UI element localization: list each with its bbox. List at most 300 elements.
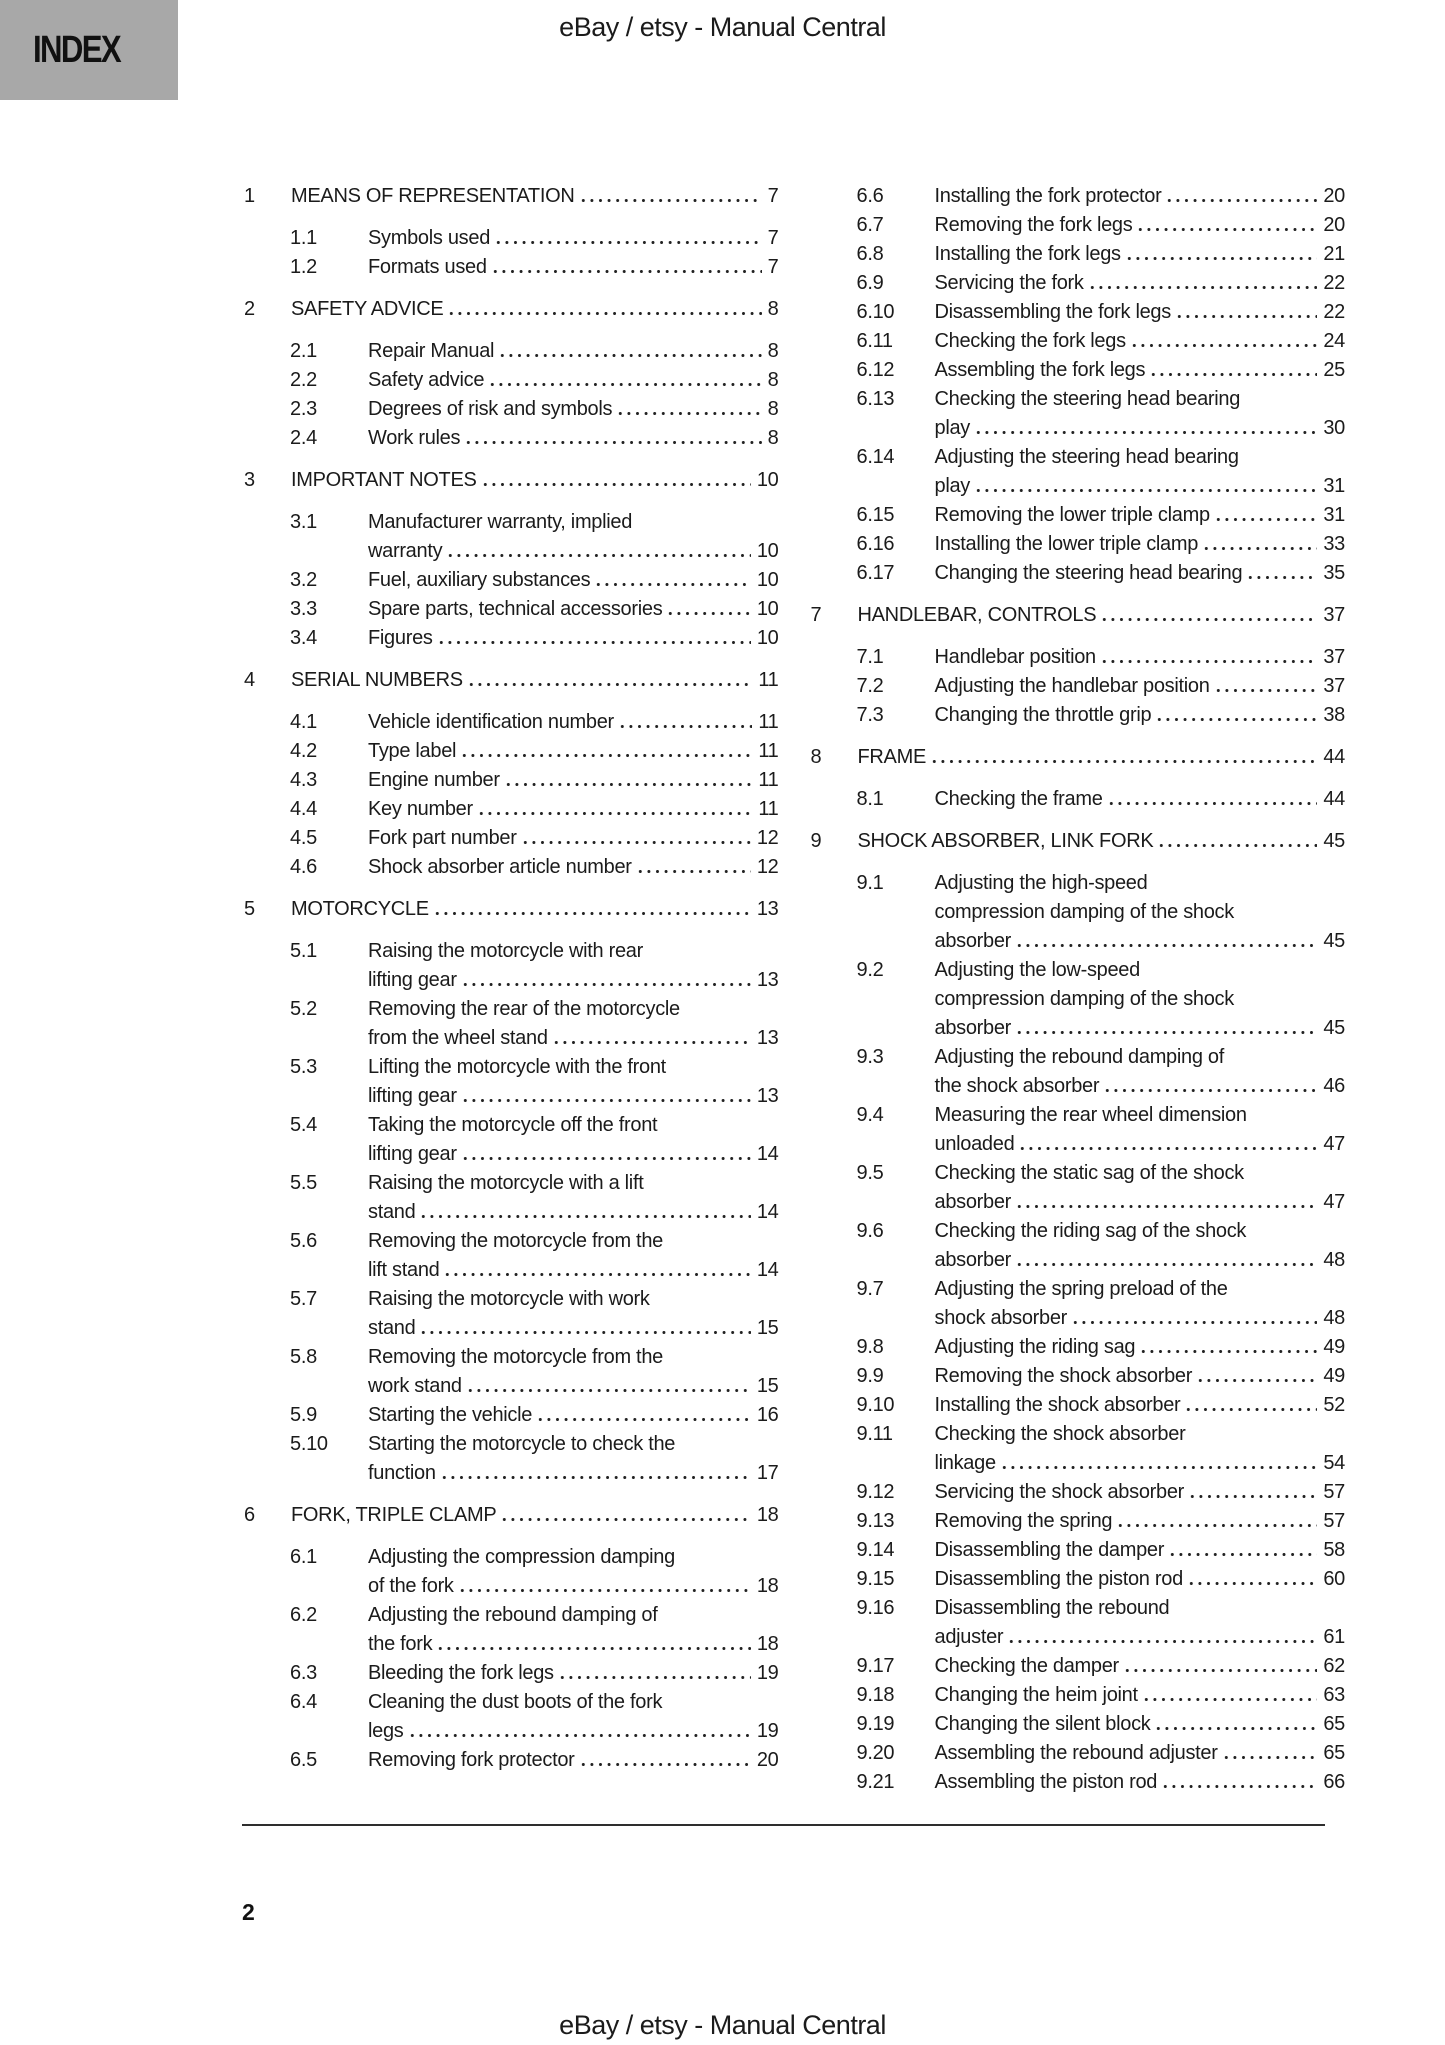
toc-row-number: 6.16 — [856, 533, 895, 555]
toc-row-title: Changing the silent block — [934, 1713, 1151, 1735]
toc-row-number: 8 — [810, 746, 822, 768]
footer-rule — [242, 1824, 1325, 1826]
toc-row — [811, 1536, 1346, 1565]
toc-row-title: adjuster — [934, 1626, 1004, 1648]
toc-row-number: 3.1 — [290, 511, 317, 533]
toc-row — [811, 672, 1346, 701]
toc-row-title: Removing the rear of the motorcycle — [368, 998, 680, 1020]
toc-row-number: 3.4 — [290, 627, 317, 649]
toc-row-page: 20 — [1323, 185, 1345, 207]
toc-row-number: 6.13 — [856, 388, 895, 410]
toc-row — [811, 1333, 1346, 1362]
dotted-leader — [467, 666, 753, 695]
toc-row — [811, 1159, 1346, 1217]
toc-row — [811, 1565, 1346, 1594]
toc-row-page: 35 — [1323, 562, 1345, 584]
toc-row-title: play — [934, 417, 970, 439]
toc-row-number: 9.3 — [856, 1046, 884, 1068]
toc-row-number: 5.1 — [290, 940, 317, 962]
toc-row-title: Removing fork protector — [368, 1749, 575, 1771]
toc-row-page: 18 — [756, 1633, 779, 1655]
toc-row-page: 11 — [758, 798, 779, 820]
dotted-leader — [521, 824, 751, 853]
toc-row-number: 6.12 — [856, 359, 895, 381]
toc-column-right — [811, 168, 1346, 1797]
toc-row-number: 9.20 — [856, 1742, 895, 1764]
toc-row-title: Vehicle identification number — [368, 711, 614, 733]
toc-row — [244, 182, 779, 211]
dotted-leader — [1125, 240, 1318, 269]
toc-row — [244, 766, 779, 795]
toc-row — [244, 624, 779, 653]
toc-row-title: Type label — [368, 740, 457, 762]
toc-row-title: MEANS OF REPRESENTATION — [291, 185, 575, 207]
toc-row — [811, 182, 1346, 211]
dotted-leader — [461, 1082, 751, 1111]
toc-row — [811, 443, 1346, 501]
toc-row-title: Disassembling the damper — [934, 1539, 1165, 1561]
toc-row — [244, 1501, 779, 1530]
toc-row-page: 13 — [756, 969, 779, 991]
toc-row-number: 2 — [244, 298, 255, 320]
toc-row-page: 14 — [756, 1259, 779, 1281]
toc-row-title: Installing the fork legs — [934, 243, 1121, 265]
toc-row — [244, 1659, 779, 1688]
toc-row-number: 9.14 — [856, 1539, 895, 1561]
toc-row-page: 13 — [756, 898, 779, 920]
dotted-leader — [1018, 1130, 1317, 1159]
toc-row-number: 9.8 — [856, 1336, 884, 1358]
toc-row — [244, 666, 779, 695]
toc-row-title: Key number — [368, 798, 473, 820]
toc-row-page: 7 — [767, 185, 779, 207]
toc-row — [811, 1739, 1346, 1768]
toc-row-page: 44 — [1323, 788, 1345, 810]
toc-row-title: play — [934, 475, 970, 497]
toc-row-page: 61 — [1323, 1626, 1345, 1648]
toc-row — [811, 298, 1346, 327]
toc-row-title: Raising the motorcycle with work — [368, 1288, 650, 1310]
toc-row — [244, 1543, 779, 1601]
dotted-leader — [458, 1572, 751, 1601]
toc-row-title: from the wheel stand — [368, 1027, 548, 1049]
dotted-leader — [437, 624, 751, 653]
toc-row — [811, 1478, 1346, 1507]
toc-row-number: 9.1 — [856, 872, 884, 894]
toc-row-page: 38 — [1323, 704, 1345, 726]
dotted-leader — [481, 466, 751, 495]
toc-row-number: 9 — [810, 830, 822, 852]
dotted-leader — [1168, 1536, 1317, 1565]
toc-row-title: Handlebar position — [934, 646, 1096, 668]
toc-row-number: 9.19 — [856, 1713, 895, 1735]
toc-row-title: HANDLEBAR, CONTROLS — [857, 604, 1097, 626]
toc-row-title: Removing the fork legs — [934, 214, 1133, 236]
toc-row-title: Installing the shock absorber — [934, 1394, 1181, 1416]
dotted-leader — [636, 853, 751, 882]
toc-row-page: 14 — [756, 1201, 779, 1223]
toc-row-page: 8 — [767, 340, 779, 362]
toc-row-number: 9.12 — [856, 1481, 895, 1503]
toc-row — [244, 737, 779, 766]
toc-row-page: 45 — [1323, 830, 1345, 852]
dotted-leader — [1175, 298, 1317, 327]
toc-row-title: lifting gear — [368, 1143, 457, 1165]
toc-row-title: compression damping of the shock — [934, 988, 1234, 1010]
toc-row-page: 52 — [1323, 1394, 1345, 1416]
toc-row-title: MOTORCYCLE — [291, 898, 429, 920]
toc-row-title: Shock absorber article number — [368, 856, 632, 878]
dotted-leader — [447, 295, 761, 324]
toc-row-page: 20 — [1323, 214, 1345, 236]
dotted-leader — [1000, 1449, 1318, 1478]
toc-row-title: Disassembling the piston rod — [934, 1568, 1183, 1590]
toc-row-title: Changing the heim joint — [934, 1684, 1138, 1706]
toc-row — [811, 1768, 1346, 1797]
toc-row-page: 11 — [758, 769, 779, 791]
toc-row — [811, 643, 1346, 672]
toc-row-page: 10 — [756, 540, 779, 562]
toc-row-title: Servicing the fork — [934, 272, 1084, 294]
toc-row-page: 13 — [756, 1027, 779, 1049]
toc-row-title: Assembling the rebound adjuster — [934, 1742, 1218, 1764]
toc-row-title: lift stand — [368, 1259, 440, 1281]
header-title: eBay / etsy - Manual Central — [559, 12, 886, 42]
toc-row-page: 20 — [756, 1749, 779, 1771]
toc-row-number: 6.2 — [290, 1604, 317, 1626]
toc-row — [811, 385, 1346, 443]
dotted-leader — [1015, 1014, 1317, 1043]
toc-row-title: absorber — [934, 930, 1012, 952]
toc-row-number: 9.9 — [856, 1365, 884, 1387]
dotted-leader — [443, 1256, 750, 1285]
toc-row-page: 48 — [1323, 1307, 1345, 1329]
toc-row — [244, 824, 779, 853]
toc-row-page: 15 — [756, 1317, 779, 1339]
toc-row-number: 6.5 — [290, 1749, 317, 1771]
toc-row-number: 9.21 — [856, 1771, 895, 1793]
toc-row-number: 5.4 — [290, 1114, 317, 1136]
toc-row-title: Removing the motorcycle from the — [368, 1346, 663, 1368]
toc-row-title: Fuel, auxiliary substances — [368, 569, 591, 591]
toc-row-page: 33 — [1323, 533, 1345, 555]
dotted-leader — [558, 1659, 751, 1688]
toc-row-title: Measuring the rear wheel dimension — [934, 1104, 1247, 1126]
toc-row — [244, 1430, 779, 1488]
toc-row — [811, 1362, 1346, 1391]
toc-row-title: Adjusting the spring preload of the — [934, 1278, 1228, 1300]
toc-row-number: 4.2 — [290, 740, 317, 762]
toc-row-page: 44 — [1323, 746, 1345, 768]
toc-row-page: 24 — [1323, 330, 1345, 352]
toc-row — [244, 337, 779, 366]
dotted-leader — [1100, 643, 1317, 672]
toc-row-number: 8.1 — [856, 788, 884, 810]
toc-row-title: lifting gear — [368, 1085, 457, 1107]
toc-row-page: 8 — [767, 427, 779, 449]
toc-row — [244, 708, 779, 737]
dotted-leader — [536, 1401, 751, 1430]
toc-row — [811, 869, 1346, 956]
toc-row-page: 57 — [1323, 1510, 1345, 1532]
toc-row-title: Adjusting the steering head bearing — [934, 446, 1239, 468]
toc-row — [811, 827, 1346, 856]
toc-row-page: 65 — [1323, 1742, 1345, 1764]
toc-row-number: 3 — [244, 469, 255, 491]
toc-row-number: 9.6 — [856, 1220, 884, 1242]
dotted-leader — [616, 395, 761, 424]
dotted-leader — [618, 708, 752, 737]
toc-row-page: 58 — [1323, 1539, 1345, 1561]
toc-row — [244, 253, 779, 282]
dotted-leader — [1015, 1246, 1317, 1275]
dotted-leader — [1222, 1739, 1318, 1768]
toc-row — [811, 1507, 1346, 1536]
toc-row-number: 9.5 — [856, 1162, 884, 1184]
toc-row — [244, 1227, 779, 1285]
toc-row-page: 22 — [1323, 301, 1345, 323]
toc-row-page: 57 — [1323, 1481, 1345, 1503]
toc-row-number: 6.4 — [290, 1691, 317, 1713]
toc-row-title: Raising the motorcycle with a lift — [368, 1172, 644, 1194]
toc-row — [244, 1053, 779, 1111]
toc-row-title: Manufacturer warranty, implied — [368, 511, 633, 533]
toc-row — [811, 1043, 1346, 1101]
toc-row-title: SERIAL NUMBERS — [291, 669, 463, 691]
toc-row-number: 6 — [244, 1504, 255, 1526]
dotted-leader — [1136, 211, 1317, 240]
toc-row-page: 18 — [756, 1504, 779, 1526]
dotted-leader — [1187, 1565, 1317, 1594]
toc-row-title: Adjusting the low-speed — [934, 959, 1140, 981]
toc-row-number: 7.2 — [856, 675, 884, 697]
toc-row-page: 16 — [756, 1404, 779, 1426]
toc-row-number: 9.13 — [856, 1510, 895, 1532]
toc-row-number: 9.4 — [856, 1104, 884, 1126]
toc-row-title: absorber — [934, 1191, 1012, 1213]
toc-row — [811, 743, 1346, 772]
toc-row-number: 6.11 — [856, 330, 893, 352]
toc-row-title: Installing the lower triple clamp — [934, 533, 1199, 555]
toc-row — [811, 559, 1346, 588]
toc-row-page: 12 — [756, 827, 779, 849]
toc-row — [244, 366, 779, 395]
toc-row-title: Removing the spring — [934, 1510, 1113, 1532]
toc-row-page: 48 — [1323, 1249, 1345, 1271]
toc-row-title: Removing the lower triple clamp — [934, 504, 1210, 526]
dotted-leader — [1007, 1623, 1317, 1652]
toc-row-title: work stand — [368, 1375, 462, 1397]
toc-row — [244, 595, 779, 624]
toc-row-number: 9.16 — [856, 1597, 895, 1619]
toc-row-title: Assembling the piston rod — [934, 1771, 1158, 1793]
toc-row-page: 54 — [1323, 1452, 1345, 1474]
toc-row-title: linkage — [934, 1452, 996, 1474]
toc-row-number: 5.9 — [290, 1404, 317, 1426]
dotted-leader — [1214, 672, 1318, 701]
toc-row-page: 19 — [756, 1720, 779, 1742]
toc-row-number: 6.6 — [856, 185, 884, 207]
dotted-leader — [1015, 927, 1317, 956]
toc-row-title: Adjusting the rebound damping of — [934, 1046, 1225, 1068]
dotted-leader — [974, 414, 1317, 443]
toc-row-number: 1.1 — [290, 227, 317, 249]
toc-row-page: 8 — [767, 398, 779, 420]
toc-row — [811, 1420, 1346, 1478]
toc-row — [244, 895, 779, 924]
toc-row-title: Repair Manual — [368, 340, 495, 362]
toc-row-title: Starting the motorcycle to check the — [368, 1433, 676, 1455]
toc-row-title: Fork part number — [368, 827, 517, 849]
toc-row-page: 37 — [1323, 646, 1345, 668]
footer-title: eBay / etsy - Manual Central — [559, 2010, 886, 2040]
toc-row — [244, 1343, 779, 1401]
dotted-leader — [1165, 182, 1317, 211]
toc-row-number: 5.5 — [290, 1172, 317, 1194]
toc-row — [244, 1285, 779, 1343]
toc-row-number: 6.14 — [856, 446, 895, 468]
dotted-leader — [461, 966, 751, 995]
toc-row — [811, 785, 1346, 814]
toc-row-number: 5 — [244, 898, 255, 920]
toc-row-title: Adjusting the handlebar position — [934, 675, 1210, 697]
dotted-leader — [408, 1717, 751, 1746]
toc-row-title: Degrees of risk and symbols — [368, 398, 613, 420]
toc-row-number: 4.4 — [290, 798, 317, 820]
dotted-leader — [1142, 1681, 1318, 1710]
toc-row-title: Checking the steering head bearing — [934, 388, 1241, 410]
toc-row-number: 7.3 — [856, 704, 884, 726]
toc-row — [811, 501, 1346, 530]
toc-row — [244, 224, 779, 253]
toc-row — [244, 795, 779, 824]
toc-row — [811, 1217, 1346, 1275]
toc-row-title: Changing the steering head bearing — [934, 562, 1243, 584]
toc-row — [811, 269, 1346, 298]
dotted-leader — [466, 1372, 751, 1401]
toc-row-title: the shock absorber — [934, 1075, 1100, 1097]
toc-row-title: Adjusting the rebound damping of — [368, 1604, 658, 1626]
dotted-leader — [1100, 601, 1317, 630]
dotted-leader — [1188, 1478, 1317, 1507]
toc-row-number: 5.7 — [290, 1288, 317, 1310]
toc-row-page: 21 — [1323, 243, 1345, 265]
toc-row-number: 5.3 — [290, 1056, 317, 1078]
toc-row-page: 10 — [756, 598, 779, 620]
dotted-leader — [1196, 1362, 1317, 1391]
toc-row-page: 37 — [1323, 604, 1345, 626]
toc-row-number: 6.17 — [856, 562, 895, 584]
toc-row-number: 6.9 — [856, 272, 884, 294]
dotted-leader — [436, 1630, 751, 1659]
toc-row — [811, 1652, 1346, 1681]
toc-row-title: Work rules — [368, 427, 461, 449]
dotted-leader — [488, 366, 762, 395]
toc-row-number: 5.8 — [290, 1346, 317, 1368]
toc-row — [244, 295, 779, 324]
dotted-leader — [440, 1459, 751, 1488]
dotted-leader — [1139, 1333, 1317, 1362]
dotted-leader — [1123, 1652, 1317, 1681]
toc-row-title: the fork — [368, 1633, 433, 1655]
toc-row — [811, 240, 1346, 269]
dotted-leader — [433, 895, 751, 924]
toc-row — [244, 566, 779, 595]
toc-row-page: 12 — [756, 856, 779, 878]
toc-row-page: 37 — [1323, 675, 1345, 697]
toc-row-title: Spare parts, technical accessories — [368, 598, 663, 620]
dotted-leader — [1088, 269, 1318, 298]
dotted-leader — [1155, 701, 1317, 730]
toc-row-number: 1 — [244, 185, 255, 207]
toc-row-page: 17 — [756, 1462, 779, 1484]
toc-row — [244, 424, 779, 453]
toc-row-page: 11 — [758, 711, 779, 733]
toc-row-number: 6.1 — [290, 1546, 317, 1568]
toc-row — [811, 601, 1346, 630]
dotted-leader — [461, 1140, 751, 1169]
toc-row-title: Removing the motorcycle from the — [368, 1230, 663, 1252]
toc-row-title: function — [368, 1462, 436, 1484]
toc-row-title: Checking the riding sag of the shock — [934, 1220, 1247, 1242]
index-label: INDEX — [33, 28, 121, 71]
toc-row-number: 3.3 — [290, 598, 317, 620]
toc-row-title: FORK, TRIPLE CLAMP — [291, 1504, 497, 1526]
toc-row-title: Taking the motorcycle off the front — [368, 1114, 658, 1136]
toc-row-title: Disassembling the rebound — [934, 1597, 1170, 1619]
toc-row-number: 2.1 — [290, 340, 317, 362]
dotted-leader — [1107, 785, 1318, 814]
toc-row — [244, 853, 779, 882]
toc-row-title: stand — [368, 1201, 416, 1223]
toc-row-title: Assembling the fork legs — [934, 359, 1146, 381]
toc-row — [244, 1111, 779, 1169]
toc-row-title: Safety advice — [368, 369, 485, 391]
toc-row-title: compression damping of the shock — [934, 901, 1234, 923]
toc-row-page: 65 — [1323, 1713, 1345, 1735]
toc-row — [244, 937, 779, 995]
toc-row — [244, 1746, 779, 1775]
dotted-leader — [594, 566, 751, 595]
page-number: 2 — [242, 1899, 255, 1925]
toc-row-number: 6.7 — [856, 214, 884, 236]
dotted-leader — [1154, 1710, 1317, 1739]
toc-row — [811, 211, 1346, 240]
toc-row-title: Adjusting the compression damping — [368, 1546, 675, 1568]
toc-row-number: 7 — [810, 604, 822, 626]
toc-row-title: unloaded — [934, 1133, 1015, 1155]
toc-row-page: 63 — [1323, 1684, 1345, 1706]
toc-row-page: 60 — [1323, 1568, 1345, 1590]
toc-row-page: 7 — [767, 256, 779, 278]
toc-row-page: 22 — [1323, 272, 1345, 294]
dotted-leader — [1202, 530, 1317, 559]
toc-row-title: Checking the frame — [934, 788, 1103, 810]
dotted-leader — [419, 1314, 750, 1343]
toc-row-number: 7.1 — [856, 646, 884, 668]
toc-row-number: 9.2 — [856, 959, 884, 981]
dotted-leader — [1103, 1072, 1317, 1101]
toc-row-title: Lifting the motorcycle with the front — [368, 1056, 666, 1078]
toc-row-title: Removing the shock absorber — [934, 1365, 1193, 1387]
dotted-leader — [1184, 1391, 1317, 1420]
toc-row-title: Raising the motorcycle with rear — [368, 940, 643, 962]
toc-row — [811, 327, 1346, 356]
toc-row-number: 2.2 — [290, 369, 317, 391]
toc-row-page: 31 — [1323, 475, 1345, 497]
toc-row-page: 7 — [767, 227, 779, 249]
toc-row-number: 9.18 — [856, 1684, 895, 1706]
